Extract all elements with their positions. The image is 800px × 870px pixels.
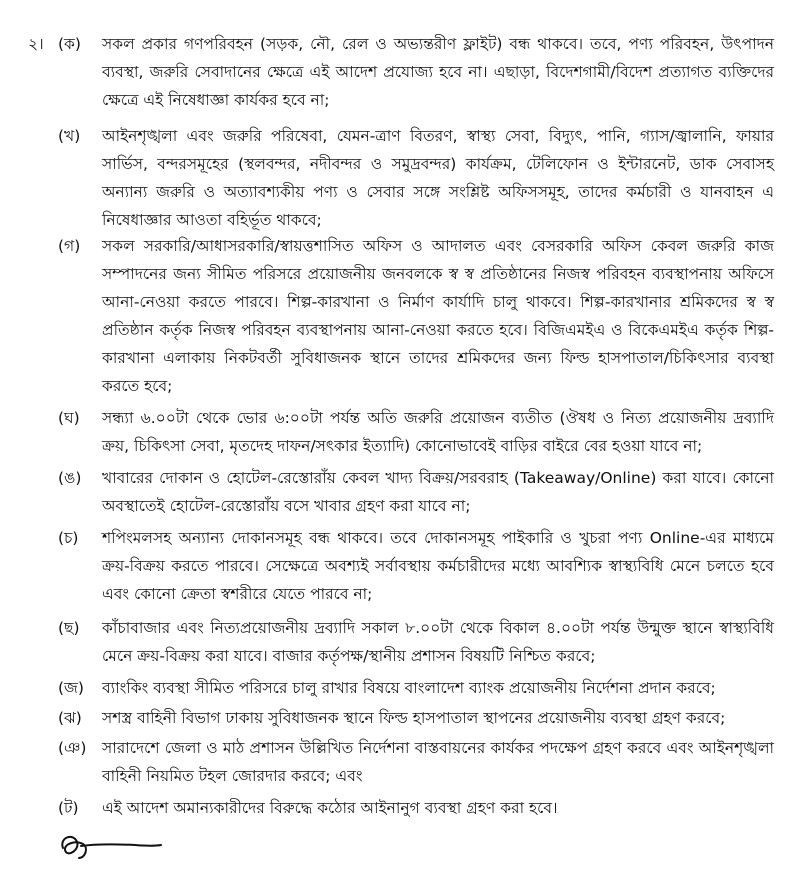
item-text: সকল সরকারি/আধাসরকারি/স্বায়ত্তশাসিত অফিস ও আদালত এবং বেসরকারি অফিস কেবল জরুরি কাজ সম্পাদনের জন্য সীমিত পরিসরে প্রয়োজনীয় জনবলকে স্ব স্ব প্রতিষ্ঠানের নিজস্ব পরিবহন ব্যবস্থাপনায় অফিসে আনা-নেওয়া করতে পারবে। শিল্প-কারখানা ও নির্মাণ কার্যাদি চালু থাকবে। শিল্প-কারখানার শ্রমিকদের স্ব স্ব প্রতিষ্ঠান কর্তৃক নিজস্ব পরিবহন ব্যবস্থাপনায় আনা-নেওয়া করতে হবে। বিজিএমইএ ও বিকেএমইএ কর্তৃক শিল্প-কারখানা এলাকায় নিকটবর্তী সুবিধাজনক স্থানে তাদের শ্রমিকদের জন্য ফিল্ড হাসপাতাল/চিকিৎসার ব্যবস্থা করতে হবে; bbox=[102, 237, 774, 395]
item-text: সকল প্রকার গণপরিবহন (সড়ক, নৌ, রেল ও অভ্যন্তরীণ ফ্লাইট) বন্ধ থাকবে। তবে, পণ্য পরিবহন, উৎপাদন ব্যবস্থা, জরুরি সেবাদানের ক্ষেত্রে এই আদেশ প্রযোজ্য হবে না। এছাড়া, বিদেশগামী/বিদেশ প্রত্যাগত ব্যক্তিদের ক্ষেত্রে এই নিষেধাজ্ঞা কার্যকর হবে না; bbox=[102, 35, 774, 109]
item-marker: (ট) bbox=[58, 799, 79, 817]
section-number: ২। bbox=[28, 35, 44, 53]
item-text: এই আদেশ অমান্যকারীদের বিরুদ্ধে কঠোর আইনানুগ ব্যবস্থা গ্রহণ করা হবে। bbox=[102, 799, 558, 817]
item-marker: (ঘ) bbox=[58, 409, 80, 427]
item-text: শপিংমলসহ অন্যান্য দোকানসমূহ বন্ধ থাকবে। তবে দোকানসমূহ পাইকারি ও খুচরা পণ্য Online-এর মাধ্যমে ক্রয়-বিক্রয় করতে পারবে। সেক্ষেত্রে অবশ্যই সর্বাবস্থায় কর্মচারীদের মধ্যে আবশ্যিক স্বাস্থ্যবিধি মেনে চলতে হবে এবং কোনো ক্রেতা স্বশরীরে যেতে পারবে না; bbox=[102, 529, 774, 603]
item-text: আইনশৃঙ্খলা এবং জরুরি পরিষেবা, যেমন-ত্রাণ বিতরণ, স্বাস্থ্য সেবা, বিদ্যুৎ, পানি, গ্যাস/জ্বালানি, ফায়ার সার্ভিস, বন্দরসমূহের (স্থলবন্দর, নদীবন্দর ও সমুদ্রবন্দর) কার্যক্রম, টেলিফোন ও ইন্টারনেট, ডাক সেবাসহ অন্যান্য জরুরি ও অত্যাবশ্যকীয় পণ্য ও সেবার সঙ্গে সংশ্লিষ্ট অফিসসমূহ, তাদের কর্মচারী ও যানবাহন এ নিষেধাজ্ঞার আওতা বহির্ভূত থাকবে; bbox=[102, 127, 774, 229]
item-marker: (চ) bbox=[58, 529, 79, 547]
item-text: কাঁচাবাজার এবং নিত্যপ্রয়োজনীয় দ্রব্যাদি সকাল ৮.০০টা থেকে বিকাল ৪.০০টা পর্যন্ত উন্মুক্ত স্থানে স্বাস্থ্যবিধি মেনে ক্রয়-বিক্রয় করা যাবে। বাজার কর্তৃপক্ষ/স্থানীয় প্রশাসন বিষয়টি নিশ্চিত করবে; bbox=[102, 619, 774, 665]
item-marker: (ক) bbox=[58, 35, 81, 53]
item-text: খাবারের দোকান ও হোটেল-রেস্তোরাঁয় কেবল খাদ্য বিক্রয়/সরবরাহ (Takeaway/Online) করা যাবে। কোনো অবস্থাতেই হোটেল-রেস্তোরাঁয় বসে খাবার গ্রহণ করা যাবে না; bbox=[102, 469, 774, 515]
item-marker: (জ) bbox=[58, 679, 84, 697]
item-marker: (গ) bbox=[58, 237, 81, 255]
item-text: ব্যাংকিং ব্যবস্থা সীমিত পরিসরে চালু রাখার বিষয়ে বাংলাদেশ ব্যাংক প্রয়োজনীয় নির্দেশনা প্রদান করবে; bbox=[102, 679, 716, 697]
item-marker: (ঞ) bbox=[58, 739, 87, 757]
item-marker: (ঙ) bbox=[58, 469, 82, 487]
handwritten-signature bbox=[55, 828, 165, 868]
item-marker: (খ) bbox=[58, 127, 81, 145]
item-marker: (ঝ) bbox=[58, 709, 82, 727]
item-text: সারাদেশে জেলা ও মাঠ প্রশাসন উল্লিখিত নির্দেশনা বাস্তবায়নের কার্যকর পদক্ষেপ গ্রহণ করবে এবং আইনশৃঙ্খলা বাহিনী নিয়মিত টহল জোরদার করবে; এবং bbox=[102, 739, 774, 785]
item-marker: (ছ) bbox=[58, 619, 80, 637]
item-text: সশস্ত্র বাহিনী বিভাগ ঢাকায় সুবিধাজনক স্থানে ফিল্ড হাসপাতাল স্থাপনের প্রয়োজনীয় ব্যবস্থা গ্রহণ করবে; bbox=[102, 709, 726, 727]
item-text: সন্ধ্যা ৬.০০টা থেকে ভোর ৬:০০টা পর্যন্ত অতি জরুরি প্রয়োজন ব্যতীত (ঔষধ ও নিত্য প্রয়োজনীয় দ্রব্যাদি ক্রয়, চিকিৎসা সেবা, মৃতদেহ দাফন/সৎকার ইত্যাদি) কোনোভাবেই বাড়ির বাইরে বের হওয়া যাবে না; bbox=[102, 409, 774, 455]
